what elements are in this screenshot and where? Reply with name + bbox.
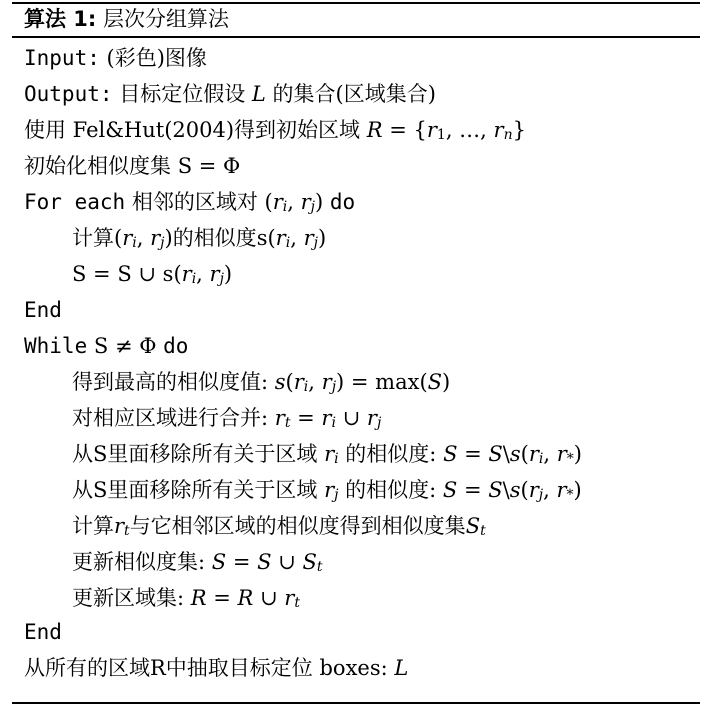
math-expr: $S = S\backslash s(r_i$, $r_*$) [443, 442, 582, 467]
math-expr: L [251, 82, 266, 106]
algo-line-while [24, 328, 188, 364]
math-expr: R = R ∪ $r_t$ [190, 586, 300, 611]
line-text: 的集合(区域集合) [272, 82, 436, 106]
algo-line-for-each [24, 184, 355, 220]
top-rule [12, 2, 700, 4]
algo-line-union [72, 256, 232, 292]
header-rule [12, 36, 700, 38]
keyword: End [24, 298, 62, 322]
line-text: 对相应区域进行合并: [72, 406, 269, 430]
line-text: 初始化相似度集 [24, 154, 171, 178]
algo-line-remove-rj [72, 472, 582, 508]
line-text: 从S里面移除所有关于区域 [72, 478, 318, 502]
algorithm-name: 层次分组算法 [103, 7, 230, 31]
line-text: 的相似度: [345, 478, 437, 502]
algo-line-end-for [24, 292, 62, 328]
line-text: 的相似度: [345, 442, 437, 466]
math-expr: $r_t = r_i$ ∪ $r_j$ [274, 406, 382, 431]
math-expr: $R = \{r_1$, …, $r_n$} [366, 118, 526, 143]
line-text: 更新相似度集: [72, 550, 206, 574]
algo-line-output [24, 76, 436, 112]
algorithm-title [24, 5, 229, 33]
line-text: 相邻的区域对 [131, 190, 258, 214]
math-expr: $r_t$ [114, 514, 130, 539]
keyword: For each [24, 190, 126, 214]
math-expr: S ≠ Φ [93, 334, 157, 358]
math-expr: $s(r_i$, $r_j) = \max(S)$ [274, 370, 451, 395]
algo-line-input [24, 40, 207, 76]
math-expr: $r_j$ [324, 478, 339, 503]
math-expr: ($r_i$, $r_j$) [264, 190, 324, 215]
math-expr: S = Φ [177, 154, 241, 178]
line-text: 使用 Fel&Hut(2004)得到初始区域 [24, 118, 361, 142]
algo-line-max-similarity [72, 364, 450, 400]
algo-line-init-similarity [24, 148, 240, 184]
bottom-rule [12, 702, 700, 704]
line-text: 计算 [72, 226, 114, 250]
line-text: 从S里面移除所有关于区域 [72, 442, 318, 466]
keyword: do [163, 334, 189, 358]
algo-line-merge [72, 400, 381, 436]
math-expr: $s(r_i$, $r_j$) [256, 226, 327, 251]
keyword: End [24, 620, 62, 644]
line-text: 计算 [72, 514, 114, 538]
algo-line-remove-ri [72, 436, 582, 472]
keyword: Output: [24, 82, 113, 106]
algo-line-init-regions [24, 112, 526, 148]
algo-line-compute-neighbors [72, 508, 486, 544]
algo-line-update-similarity [72, 544, 322, 580]
algo-line-extract-boxes [24, 650, 408, 686]
math-expr: $S_t$ [465, 514, 486, 539]
math-expr: S = S ∪ $S_t$ [211, 550, 323, 575]
math-expr: S = S ∪ $s(r_i$, $r_j$) [72, 262, 233, 287]
math-expr: ($r_i$, $r_j$) [114, 226, 173, 251]
algo-line-compute-similarity [72, 220, 326, 256]
keyword: Input: [24, 46, 100, 70]
algo-line-end-while [24, 614, 62, 650]
line-text: (彩色)图像 [106, 46, 207, 70]
algo-line-update-regions [72, 580, 300, 616]
line-text: 目标定位假设 [119, 82, 246, 106]
line-text: 与它相邻区域的相似度得到相似度集 [129, 514, 466, 538]
algorithm-label: 算法 1: [24, 7, 97, 31]
math-expr: $r_i$ [324, 442, 339, 467]
line-text: 得到最高的相似度值: [72, 370, 269, 394]
keyword: While [24, 334, 88, 358]
math-expr: $S = S\backslash s(r_j$, $r_*$) [442, 478, 582, 503]
line-text: 从所有的区域R中抽取目标定位 boxes: [24, 656, 388, 680]
math-expr: L [394, 656, 409, 680]
line-text: 更新区域集: [72, 586, 185, 610]
keyword: do [329, 190, 356, 214]
line-text: 的相似度 [172, 226, 257, 250]
